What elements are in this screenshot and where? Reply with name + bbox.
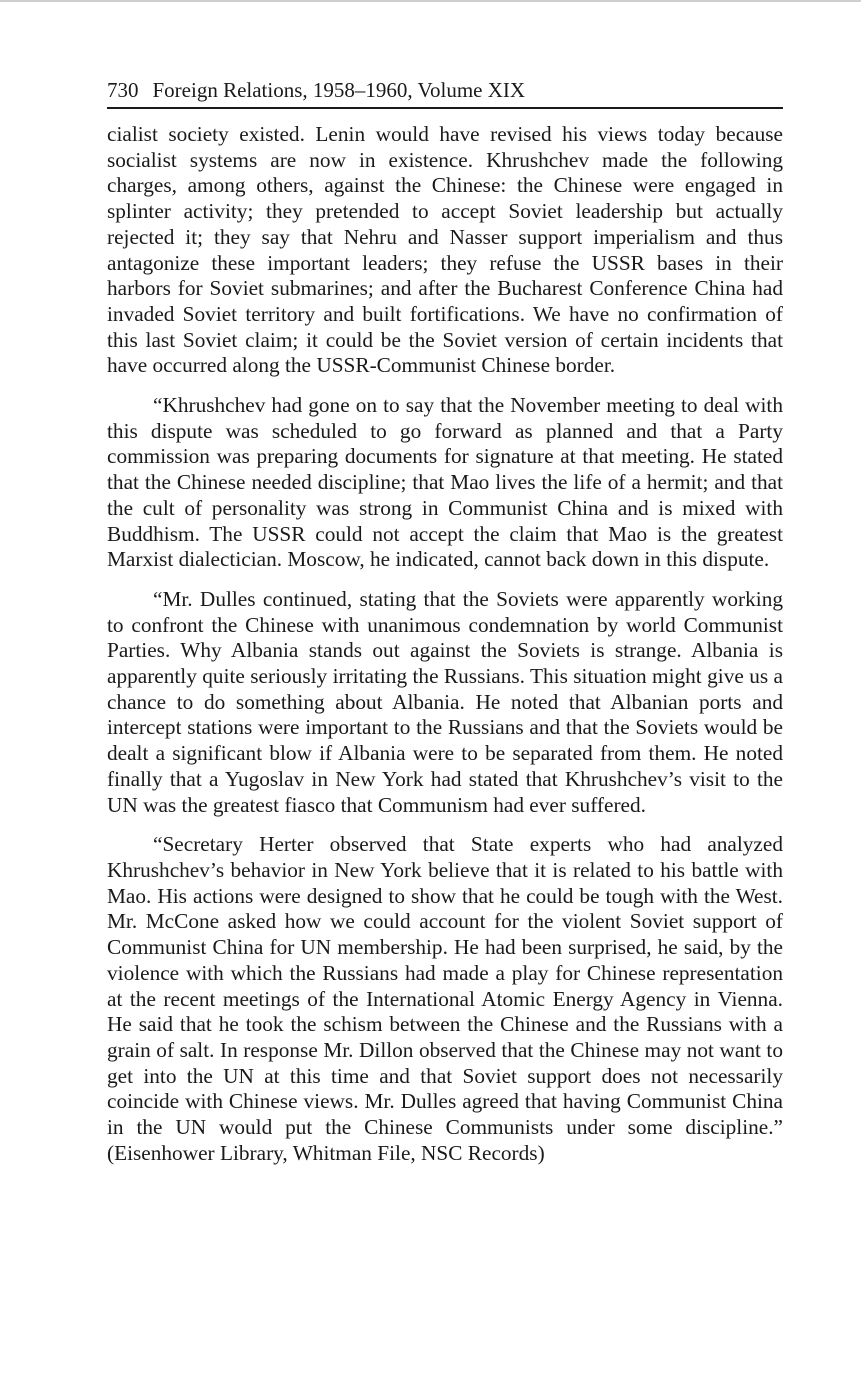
page-number: 730 — [107, 78, 139, 102]
body-text — [107, 122, 783, 1166]
paragraph-khrushchev-november-meeting: “Khrushchev had gone on to say that the November meeting to deal with this dispute was scheduled to go forward as planned and that a Party commission was preparing documents for signature at that meeting. He stated that the Chinese needed discipline; that Mao lives the life of a hermit; and that the cult of personality was strong in Communist China and is mixed with Buddhism. The USSR could not accept the claim that Mao is the greatest Marxist dialectician. Moscow, he indicated, cannot back down in this dispute. — [107, 393, 783, 572]
paragraph-herter-observation: “Secretary Herter observed that State experts who had analyzed Khrushchev’s behavior in New York believe that it is related to his battle with Mao. His actions were designed to show that he could be tough with the West. Mr. McCone asked how we could account for the violent Soviet support of Communist China for UN membership. He had been surprised, he said, by the violence with which the Russians had made a play for Chinese representation at the recent meetings of the International Atomic Energy Agency in Vienna. He said that he took the schism between the Chinese and the Russians with a grain of salt. In response Mr. Dillon observed that the Chinese may not want to get into the UN at this time and that Soviet support does not necessarily coincide with Chinese views. Mr. Dulles agreed that having Communist China in the UN would put the Chinese Communists under some discipline.” (Eisenhower Library, Whitman File, NSC Records) — [107, 832, 783, 1165]
document-page — [107, 76, 783, 1180]
publication-title: Foreign Relations, 1958–1960, Volume XIX — [152, 78, 526, 102]
paragraph-continued: cialist society existed. Lenin would have revised his views today because socialist systems are now in existence. Khrushchev made the following charges, among others, against the Chinese: the Chinese were engaged in splinter activity; they pretended to accept Soviet leadership but actually rejected it; they say that Nehru and Nasser support imperialism and thus antagonize these important leaders; they refuse the USSR bases in their harbors for Soviet submarines; and after the Bucharest Conference China had invaded Soviet territory and built fortifications. We have no confirmation of this last Soviet claim; it could be the Soviet version of certain incidents that have occurred along the USSR-Communist Chinese border. — [107, 122, 783, 378]
scan-top-edge — [0, 0, 861, 2]
paragraph-dulles-albania: “Mr. Dulles continued, stating that the Soviets were apparently working to confront the Chinese with unanimous condemnation by world Communist Parties. Why Albania stands out against the Soviets is strange. Albania is apparently quite seriously irritating the Russians. This situation might give us a chance to do something about Albania. He noted that Albanian ports and intercept stations were important to the Russians and that the Soviets would be dealt a significant blow if Albania were to be separated from them. He noted finally that a Yugoslav in New York had stated that Khrushchev’s visit to the UN was the greatest fiasco that Communism had ever suffered. — [107, 586, 783, 817]
running-header — [107, 76, 783, 109]
